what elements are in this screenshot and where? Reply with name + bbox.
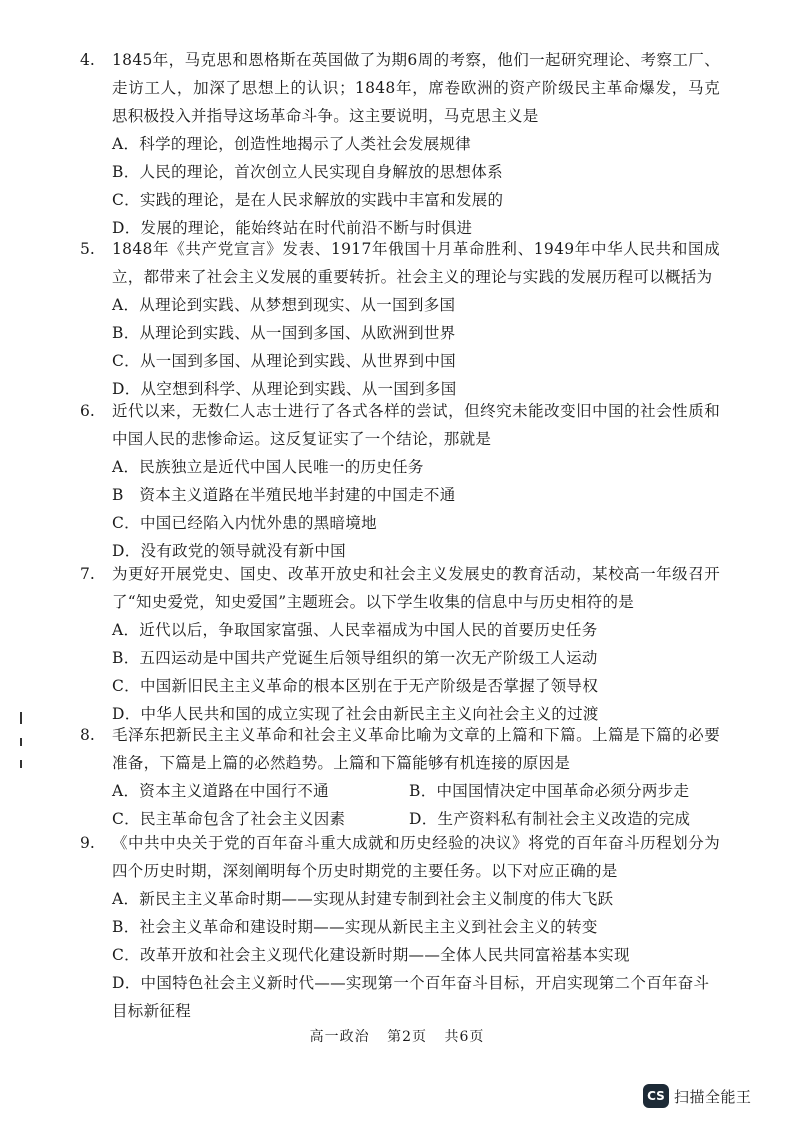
margin-mark bbox=[20, 712, 22, 724]
option-c: C．从一国到多国、从理论到实践、从世界到中国 bbox=[112, 352, 456, 370]
question-number: 9. bbox=[80, 834, 95, 852]
option-d: D．中国特色社会主义新时代——实现第一个百年奋斗目标，开启实现第二个百年奋斗目标新征程 bbox=[112, 974, 710, 1020]
footer-total-pages: 共6页 bbox=[444, 1029, 485, 1045]
option-b: B．从理论到实践、从一国到多国、从欧洲到世界 bbox=[112, 324, 456, 342]
question-7 bbox=[80, 560, 720, 728]
option-b: B．人民的理论，首次创立人民实现自身解放的思想体系 bbox=[112, 163, 503, 181]
margin-mark bbox=[20, 760, 22, 768]
option-c: C．中国已经陷入内忧外患的黑暗境地 bbox=[112, 514, 377, 532]
question-number: 6. bbox=[80, 402, 95, 420]
option-d: D．没有政党的领导就没有新中国 bbox=[112, 542, 346, 560]
question-stem: 近代以来，无数仁人志士进行了各式各样的尝试，但终究未能改变旧中国的社会性质和中国人民的悲惨命运。这反复证实了一个结论，那就是 bbox=[112, 402, 720, 448]
question-8 bbox=[80, 721, 720, 833]
margin-mark bbox=[20, 738, 22, 746]
footer-subject: 高一政治 bbox=[309, 1029, 370, 1045]
question-9 bbox=[80, 829, 720, 1025]
option-d: D．生产资料私有制社会主义改造的完成 bbox=[409, 810, 691, 828]
option-d: D．从空想到科学、从理论到实践、从一国到多国 bbox=[112, 380, 457, 398]
option-b: B．中国国情决定中国革命必须分两步走 bbox=[409, 782, 690, 800]
option-d: D．中华人民共和国的成立实现了社会由新民主主义向社会主义的过渡 bbox=[112, 705, 599, 723]
question-number: 8. bbox=[80, 726, 95, 744]
option-b: B．五四运动是中国共产党诞生后领导组织的第一次无产阶级工人运动 bbox=[112, 649, 598, 667]
option-b: B．社会主义革命和建设时期——实现从新民主主义到社会主义的转变 bbox=[112, 918, 598, 936]
option-c: C．实践的理论，是在人民求解放的实践中丰富和发展的 bbox=[112, 191, 504, 209]
option-row-ab bbox=[112, 777, 720, 805]
option-a: A．新民主主义革命时期——实现从封建专制到社会主义制度的伟大飞跃 bbox=[112, 890, 614, 908]
option-a: A．近代以后，争取国家富强、人民幸福成为中国人民的首要历史任务 bbox=[112, 621, 598, 639]
question-6 bbox=[80, 397, 720, 565]
question-stem: 毛泽东把新民主主义革命和社会主义革命比喻为文章的上篇和下篇。上篇是下篇的必要准备，下篇是上篇的必然趋势。上篇和下篇能够有机连接的原因是 bbox=[112, 726, 720, 772]
option-a: A．民族独立是近代中国人民唯一的历史任务 bbox=[112, 458, 424, 476]
page-footer bbox=[0, 1026, 794, 1046]
option-a: A．从理论到实践、从梦想到现实、从一国到多国 bbox=[112, 296, 456, 314]
question-stem: 为更好开展党史、国史、改革开放史和社会主义发展史的教育活动，某校高一年级召开了“知史爱党，知史爱国”主题班会。以下学生收集的信息中与历史相符的是 bbox=[112, 565, 720, 611]
question-stem: 1848年《共产党宣言》发表、1917年俄国十月革命胜利、1949年中华人民共和国成立，都带来了社会主义发展的重要转折。社会主义的理论与实践的发展历程可以概括为 bbox=[112, 240, 720, 286]
option-a: A．科学的理论，创造性地揭示了人类社会发展规律 bbox=[112, 135, 472, 153]
option-c: C．改革开放和社会主义现代化建设新时期——全体人民共同富裕基本实现 bbox=[112, 946, 630, 964]
option-c: C．中国新旧民主主义革命的根本区别在于无产阶级是否掌握了领导权 bbox=[112, 677, 599, 695]
question-4 bbox=[80, 46, 720, 242]
question-number: 5. bbox=[80, 240, 95, 258]
question-stem: 1845年，马克思和恩格斯在英国做了为期6周的考察，他们一起研究理论、考察工厂、走访工人，加深了思想上的认识；1848年，席卷欧洲的资产阶级民主革命爆发，马克思积极投入并指导这场革命斗争。这主要说明，马克思主义是 bbox=[112, 51, 720, 125]
question-5 bbox=[80, 235, 720, 403]
option-b: B 资本主义道路在半殖民地半封建的中国走不通 bbox=[112, 486, 456, 504]
scanner-watermark bbox=[643, 1083, 752, 1109]
camscanner-logo-icon: CS bbox=[643, 1084, 669, 1108]
question-number: 7. bbox=[80, 565, 95, 583]
footer-page-number: 第2页 bbox=[387, 1029, 427, 1045]
option-d: D．发展的理论，能始终站在时代前沿不断与时俱进 bbox=[112, 219, 473, 237]
option-a: A．资本主义道路在中国行不通 bbox=[112, 782, 329, 800]
question-number: 4. bbox=[80, 51, 95, 69]
question-stem: 《中共中央关于党的百年奋斗重大成就和历史经验的决议》将党的百年奋斗历程划分为四个历史时期，深刻阐明每个历史时期党的主要任务。以下对应正确的是 bbox=[112, 834, 720, 880]
watermark-text: 扫描全能王 bbox=[674, 1087, 752, 1106]
option-c: C．民主革命包含了社会主义因素 bbox=[112, 810, 346, 828]
